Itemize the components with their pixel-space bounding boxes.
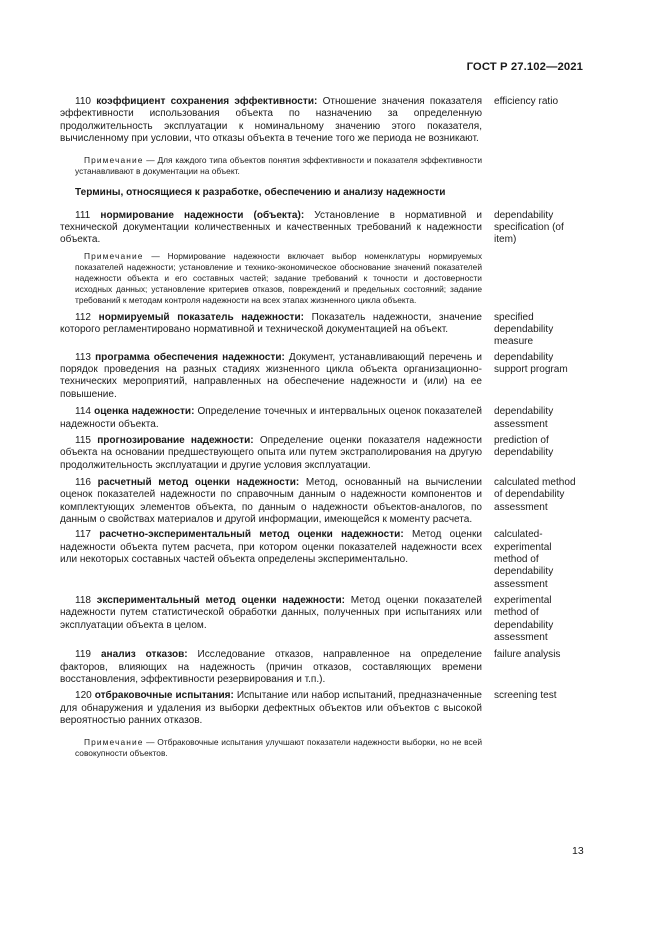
term-entry-118 <box>60 595 590 644</box>
term-text: Метод, основанный на вычислении оценок показателей надежности по справочным данным о надежности компонентов и комплектующих элементов объекта, по данным о надежности объектов-аналогов, по данным о свойствах материалов и другой информации, имеющейся к моменту расчета. <box>60 476 483 525</box>
term-text: Определение оценки показателя надежности объекта на основании предшествующего опыта или путем экстраполирования на другую продолжительность эксплуатации и другие условия эксплуатации. <box>60 434 482 471</box>
note-label: Примечание <box>84 250 144 261</box>
term-english: dependability assessment <box>494 406 554 430</box>
term-number: 114 <box>75 406 92 418</box>
note-111 <box>75 251 482 306</box>
term-name: коэффициент сохранения эффективности: <box>96 96 318 107</box>
term-name: прогнозирование надежности: <box>97 434 254 446</box>
term-entry-110 <box>60 96 590 145</box>
term-definition <box>60 406 482 431</box>
term-text: Испытание или набор испытаний, предназначенные для обнаружения и удаления из выборки дефектных объектов или объектов с высокой вероятностью ранних отказов. <box>60 690 483 727</box>
term-definition <box>60 690 482 727</box>
term-entry-114 <box>60 406 590 431</box>
term-number: 113 <box>75 351 92 363</box>
term-entry-115 <box>60 435 590 472</box>
note-text: — Нормирование надежности включает выбор номенклатуры нормируемых показателей надежности; установление и технико-экономическое обоснование значений показателей надежности объекта и его составных частей; задание требований к точности и достоверности исходных данных; установление критериев отказов, повреждений и предельных состояний; задание требований к методам контроля надежности на всех этапах жизненного цикла объекта. <box>75 250 483 305</box>
term-entry-112 <box>60 312 590 349</box>
term-number: 117 <box>75 529 92 541</box>
term-text: Определение точечных и интервальных оценок показателей надежности объекта. <box>60 406 482 430</box>
term-definition <box>60 595 482 632</box>
term-entry-113 <box>60 352 590 401</box>
standard-header: ГОСТ Р 27.102—2021 <box>466 61 583 73</box>
term-number: 112 <box>75 311 92 323</box>
term-english: prediction of dependability <box>494 434 554 459</box>
term-number: 111 <box>75 209 91 221</box>
note-text: — Отбраковочные испытания улучшают показатели надежности выборки, но не всей совокупности объектов. <box>75 737 483 759</box>
term-name: экспериментальный метод оценки надежности: <box>96 594 345 606</box>
term-english: efficiency ratio <box>494 96 559 107</box>
term-text: Метод оценки надежности объекта путем расчета, при котором оценки показателей надежности всех или некоторых составных частей объекта определены экспериментально. <box>60 529 482 565</box>
section-title: Термины, относящиеся к разработке, обеспечению и анализу надежности <box>75 187 446 199</box>
term-name: анализ отказов: <box>100 649 188 661</box>
term-name: расчетный метод оценки надежности: <box>97 476 300 488</box>
term-name: нормируемый показатель надежности: <box>98 311 304 323</box>
term-number: 118 <box>75 594 92 606</box>
term-english: screening test <box>494 690 557 702</box>
term-name: расчетно-экспериментальный метод оценки надежности: <box>99 529 404 541</box>
term-definition <box>60 96 482 145</box>
term-entry-111 <box>60 210 590 247</box>
note-110 <box>75 155 482 177</box>
term-text: Установление в нормативной и технической документации количественных и качественных требований к надежности объекта. <box>60 209 483 246</box>
term-english: calculated method of dependability assessment <box>494 476 576 513</box>
term-entry-117 <box>60 529 590 591</box>
term-name: оценка надежности: <box>94 406 195 418</box>
term-english: failure analysis <box>494 649 561 661</box>
term-english: calculated-experimental method of dependability assessment <box>494 529 554 590</box>
term-entry-119 <box>60 649 590 686</box>
term-english: specified dependability measure <box>494 311 554 348</box>
term-number: 119 <box>75 649 92 661</box>
term-definition <box>60 477 482 526</box>
term-definition <box>60 435 482 472</box>
term-definition <box>60 529 482 566</box>
note-120 <box>75 737 482 759</box>
term-name: нормирование надежности (объекта): <box>100 209 305 221</box>
note-text: — Для каждого типа объектов понятия эффективности и показателя эффективности устанавливают в документации на объект. <box>75 155 482 177</box>
term-entry-120 <box>60 690 590 727</box>
term-number: 120 <box>75 690 92 702</box>
term-definition <box>60 312 482 337</box>
term-english: experimental method of dependability assessment <box>494 594 554 643</box>
term-text: Документ, устанавливающий перечень и порядок проведения на разных стадиях жизненного цикла объекта организационно-технических мероприятий, направленных на обеспечение надежности и (или) на ее повышение. <box>60 351 483 400</box>
term-definition <box>60 210 482 247</box>
term-name: программа обеспечения надежности: <box>95 351 285 363</box>
term-text: Отношение значения показателя эффективности использования объекта по назначению за определенную продолжительность эксплуатации к номинальному значению этого показателя, вычисленному при условии, что отказы объекта в течение того же периода не возникают. <box>60 96 483 145</box>
term-text: Исследование отказов, направленное на определение факторов, влияющих на надежность (причин отказов, составляющих времени восстановления, эффективности резервирования и т.п.). <box>60 649 482 686</box>
term-definition <box>60 352 482 401</box>
term-name: отбраковочные испытания: <box>94 690 234 702</box>
term-text: Метод оценки показателей надежности путем статистической обработки данных, полученных при испытаниях или эксплуатации объекта в целом. <box>60 594 483 631</box>
note-label: Примечание <box>84 155 144 166</box>
term-entry-116 <box>60 477 590 526</box>
term-english: dependability specification (of item) <box>494 209 564 246</box>
note-label: Примечание <box>84 737 144 748</box>
term-number: 116 <box>75 476 92 488</box>
term-number: 110 <box>75 96 92 107</box>
document-body <box>60 96 590 759</box>
page-number: 13 <box>572 845 584 857</box>
term-number: 115 <box>75 434 92 446</box>
term-text: Показатель надежности, значение которого регламентировано нормативной и технической документацией на объект. <box>60 311 483 336</box>
term-definition <box>60 649 482 686</box>
term-english: dependability support program <box>494 351 568 376</box>
